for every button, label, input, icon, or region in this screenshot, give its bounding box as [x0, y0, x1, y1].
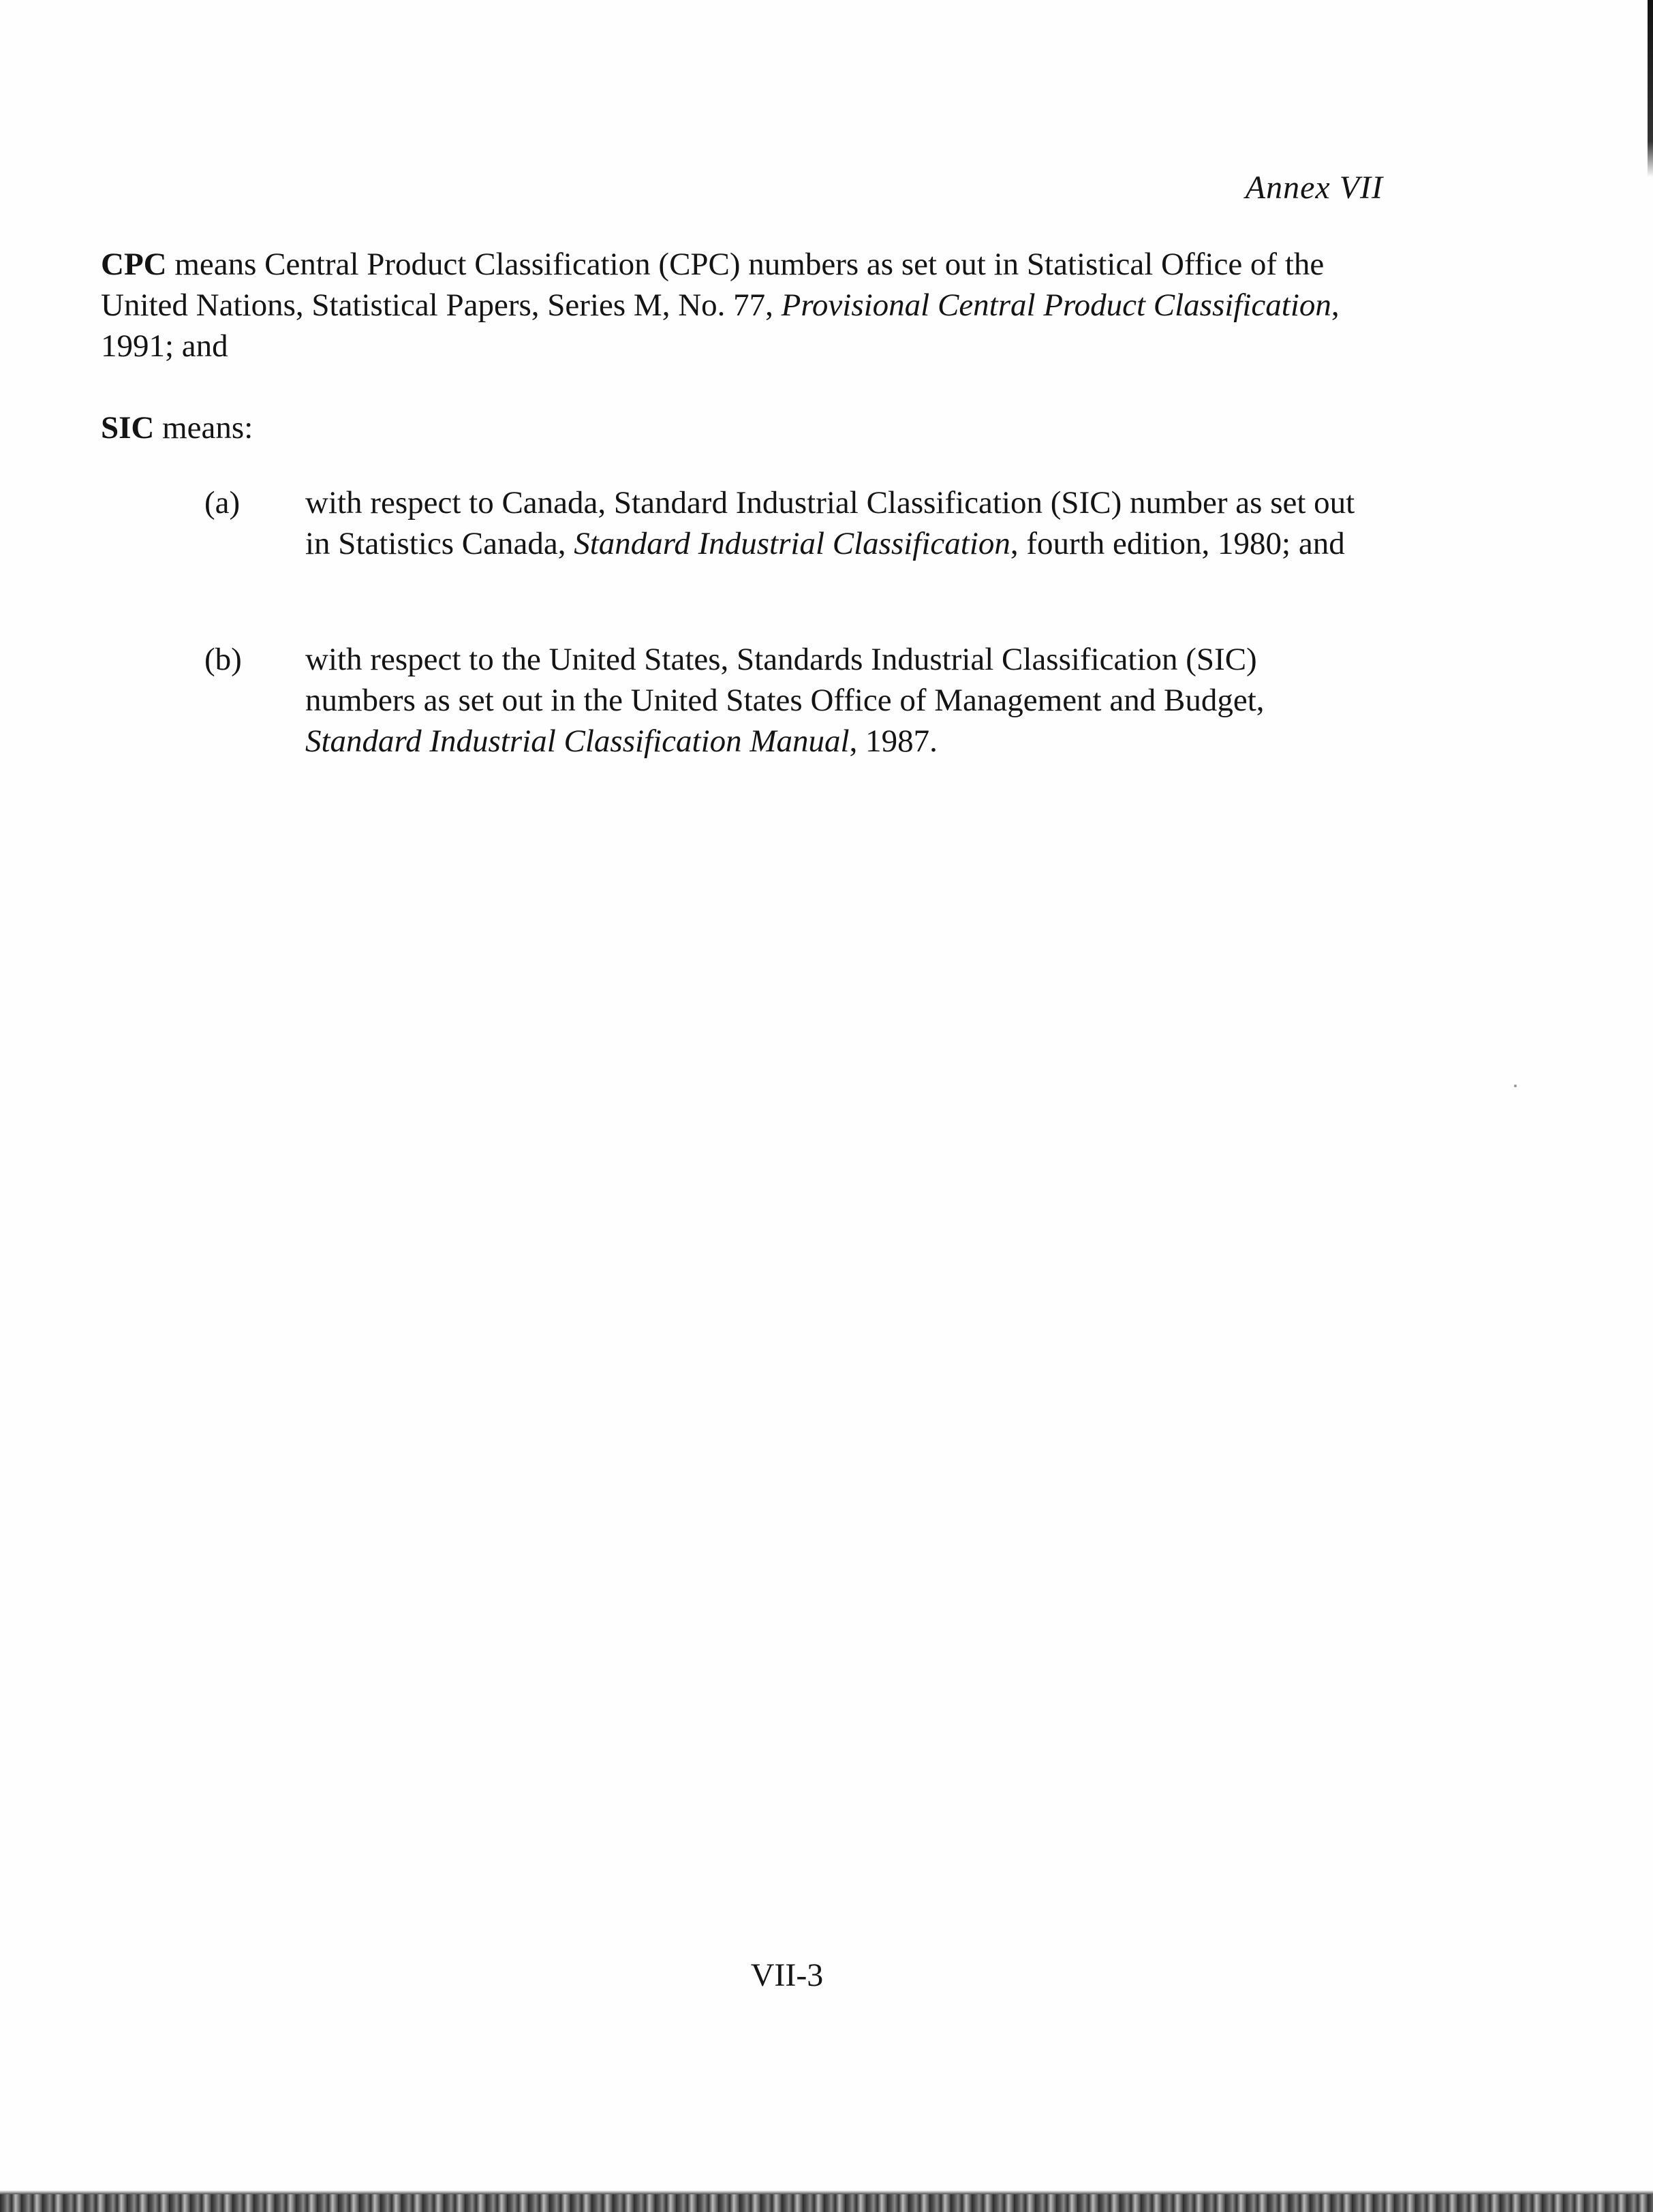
cpc-title: Provisional Central Product Classification — [781, 287, 1331, 323]
sic-text: means: — [154, 410, 253, 446]
sic-item-a-text-after: , fourth edition, 1980; and — [1010, 526, 1345, 561]
cpc-term: CPC — [101, 247, 167, 282]
sic-item-b-body — [305, 639, 1375, 762]
scan-edge-bottom — [0, 2194, 1653, 2212]
cpc-text-before: means Central Product Classification (CPC) numbers as set out in Statistical Office of the United Nations, Statistical Papers, Series M, No. 77, — [101, 247, 1325, 323]
sic-item-b-title: Standard Industrial Classification Manual — [305, 723, 850, 759]
page-number: VII-3 — [750, 1957, 824, 1993]
scan-edge-right — [1648, 0, 1653, 177]
sic-item-b-text-after: , 1987. — [849, 723, 938, 759]
sic-item-b-label: (b) — [204, 642, 242, 677]
annex-header: Annex VII — [1245, 170, 1383, 206]
sic-item-b-text-before: with respect to the United States, Standards Industrial Classification (SIC) numbers as set out in the United States Office of Management and Budget, — [305, 642, 1265, 718]
scan-speck — [1514, 1085, 1517, 1087]
sic-definition — [101, 407, 1368, 448]
sic-term: SIC — [101, 410, 155, 446]
sic-item-a-body — [305, 482, 1375, 564]
cpc-text-after: , 1991; and — [101, 287, 1340, 364]
sic-item-a-text-before: with respect to Canada, Standard Industrial Classification (SIC) number as set out in Statistics Canada, — [305, 485, 1355, 561]
sic-item-a-title: Standard Industrial Classification — [574, 526, 1010, 561]
cpc-definition — [101, 244, 1368, 367]
sic-item-a-label: (a) — [204, 485, 241, 520]
